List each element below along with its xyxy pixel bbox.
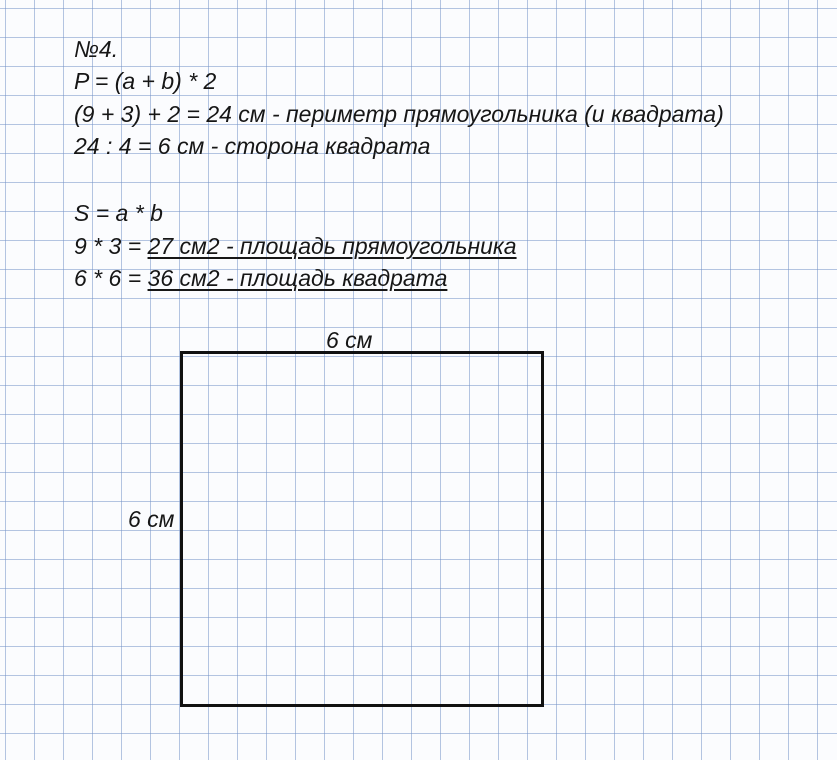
- square-top-side-label: 6 см: [326, 327, 373, 353]
- square-drawing: [180, 351, 544, 707]
- perimeter-formula: P = (a + b) * 2: [74, 68, 217, 94]
- rectangle-area-line: [74, 231, 517, 261]
- square-area-result: 36 см2 - площадь квадрата: [147, 265, 448, 291]
- perimeter-calculation: (9 + 3) + 2 = 24 см - периметр прямоугольника (и квадрата): [74, 101, 724, 127]
- square-area-expression: 6 * 6 =: [74, 265, 148, 291]
- square-left-side-label: 6 см: [128, 506, 175, 532]
- task-number: №4.: [74, 36, 119, 62]
- square-side-calculation: 24 : 4 = 6 см - сторона квадрата: [74, 133, 431, 159]
- area-formula: S = a * b: [74, 200, 163, 226]
- rectangle-area-result: 27 см2 - площадь прямоугольника: [147, 233, 517, 259]
- rectangle-area-expression: 9 * 3 =: [74, 233, 148, 259]
- square-area-line: [74, 263, 447, 293]
